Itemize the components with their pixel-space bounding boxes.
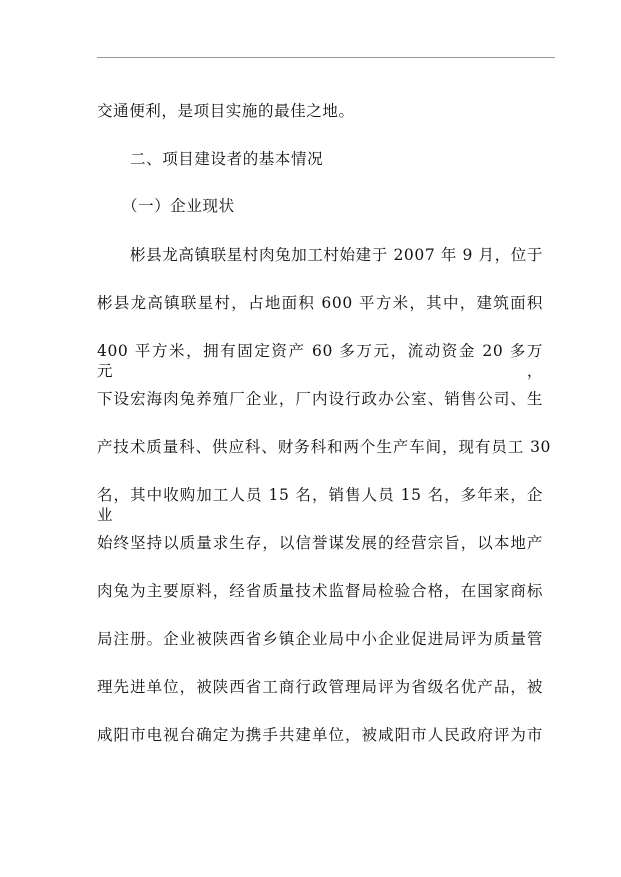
paragraph-line-6: 产技术质量科、供应科、财务科和两个生产车间，现有员工 30	[97, 438, 551, 456]
section-heading: 二、项目建设者的基本情况	[130, 150, 324, 168]
header-rule	[97, 57, 555, 58]
subsection-heading: （一）企业现状	[122, 197, 235, 215]
paragraph-line-4: 400 平方米，拥有固定资产 60 多万元，流动资金 20 多万元，	[97, 342, 543, 380]
paragraph-line-11: 理先进单位，被陕西省工商行政管理局评为省级名优产品，被	[97, 678, 543, 696]
paragraph-line-3: 彬县龙高镇联星村，占地面积 600 平方米，其中，建筑面积	[97, 294, 543, 312]
paragraph-line-5: 下设宏海肉兔养殖厂企业，厂内设行政办公室、销售公司、生	[97, 390, 543, 408]
paragraph-line-2: 彬县龙高镇联星村肉兔加工村始建于 2007 年 9 月，位于	[130, 246, 543, 264]
paragraph-line-9: 肉兔为主要原料，经省质量技术监督局检验合格，在国家商标	[97, 582, 543, 600]
paragraph-line-1: 交通便利，是项目实施的最佳之地。	[97, 102, 355, 120]
paragraph-line-8: 始终坚持以质量求生存，以信誉谋发展的经营宗旨，以本地产	[97, 534, 543, 552]
paragraph-line-10: 局注册。企业被陕西省乡镇企业局中小企业促进局评为质量管	[97, 630, 543, 648]
paragraph-line-12: 咸阳市电视台确定为携手共建单位，被咸阳市人民政府评为市	[97, 726, 543, 744]
paragraph-line-7: 名，其中收购加工人员 15 名，销售人员 15 名，多年来，企业	[97, 486, 543, 524]
